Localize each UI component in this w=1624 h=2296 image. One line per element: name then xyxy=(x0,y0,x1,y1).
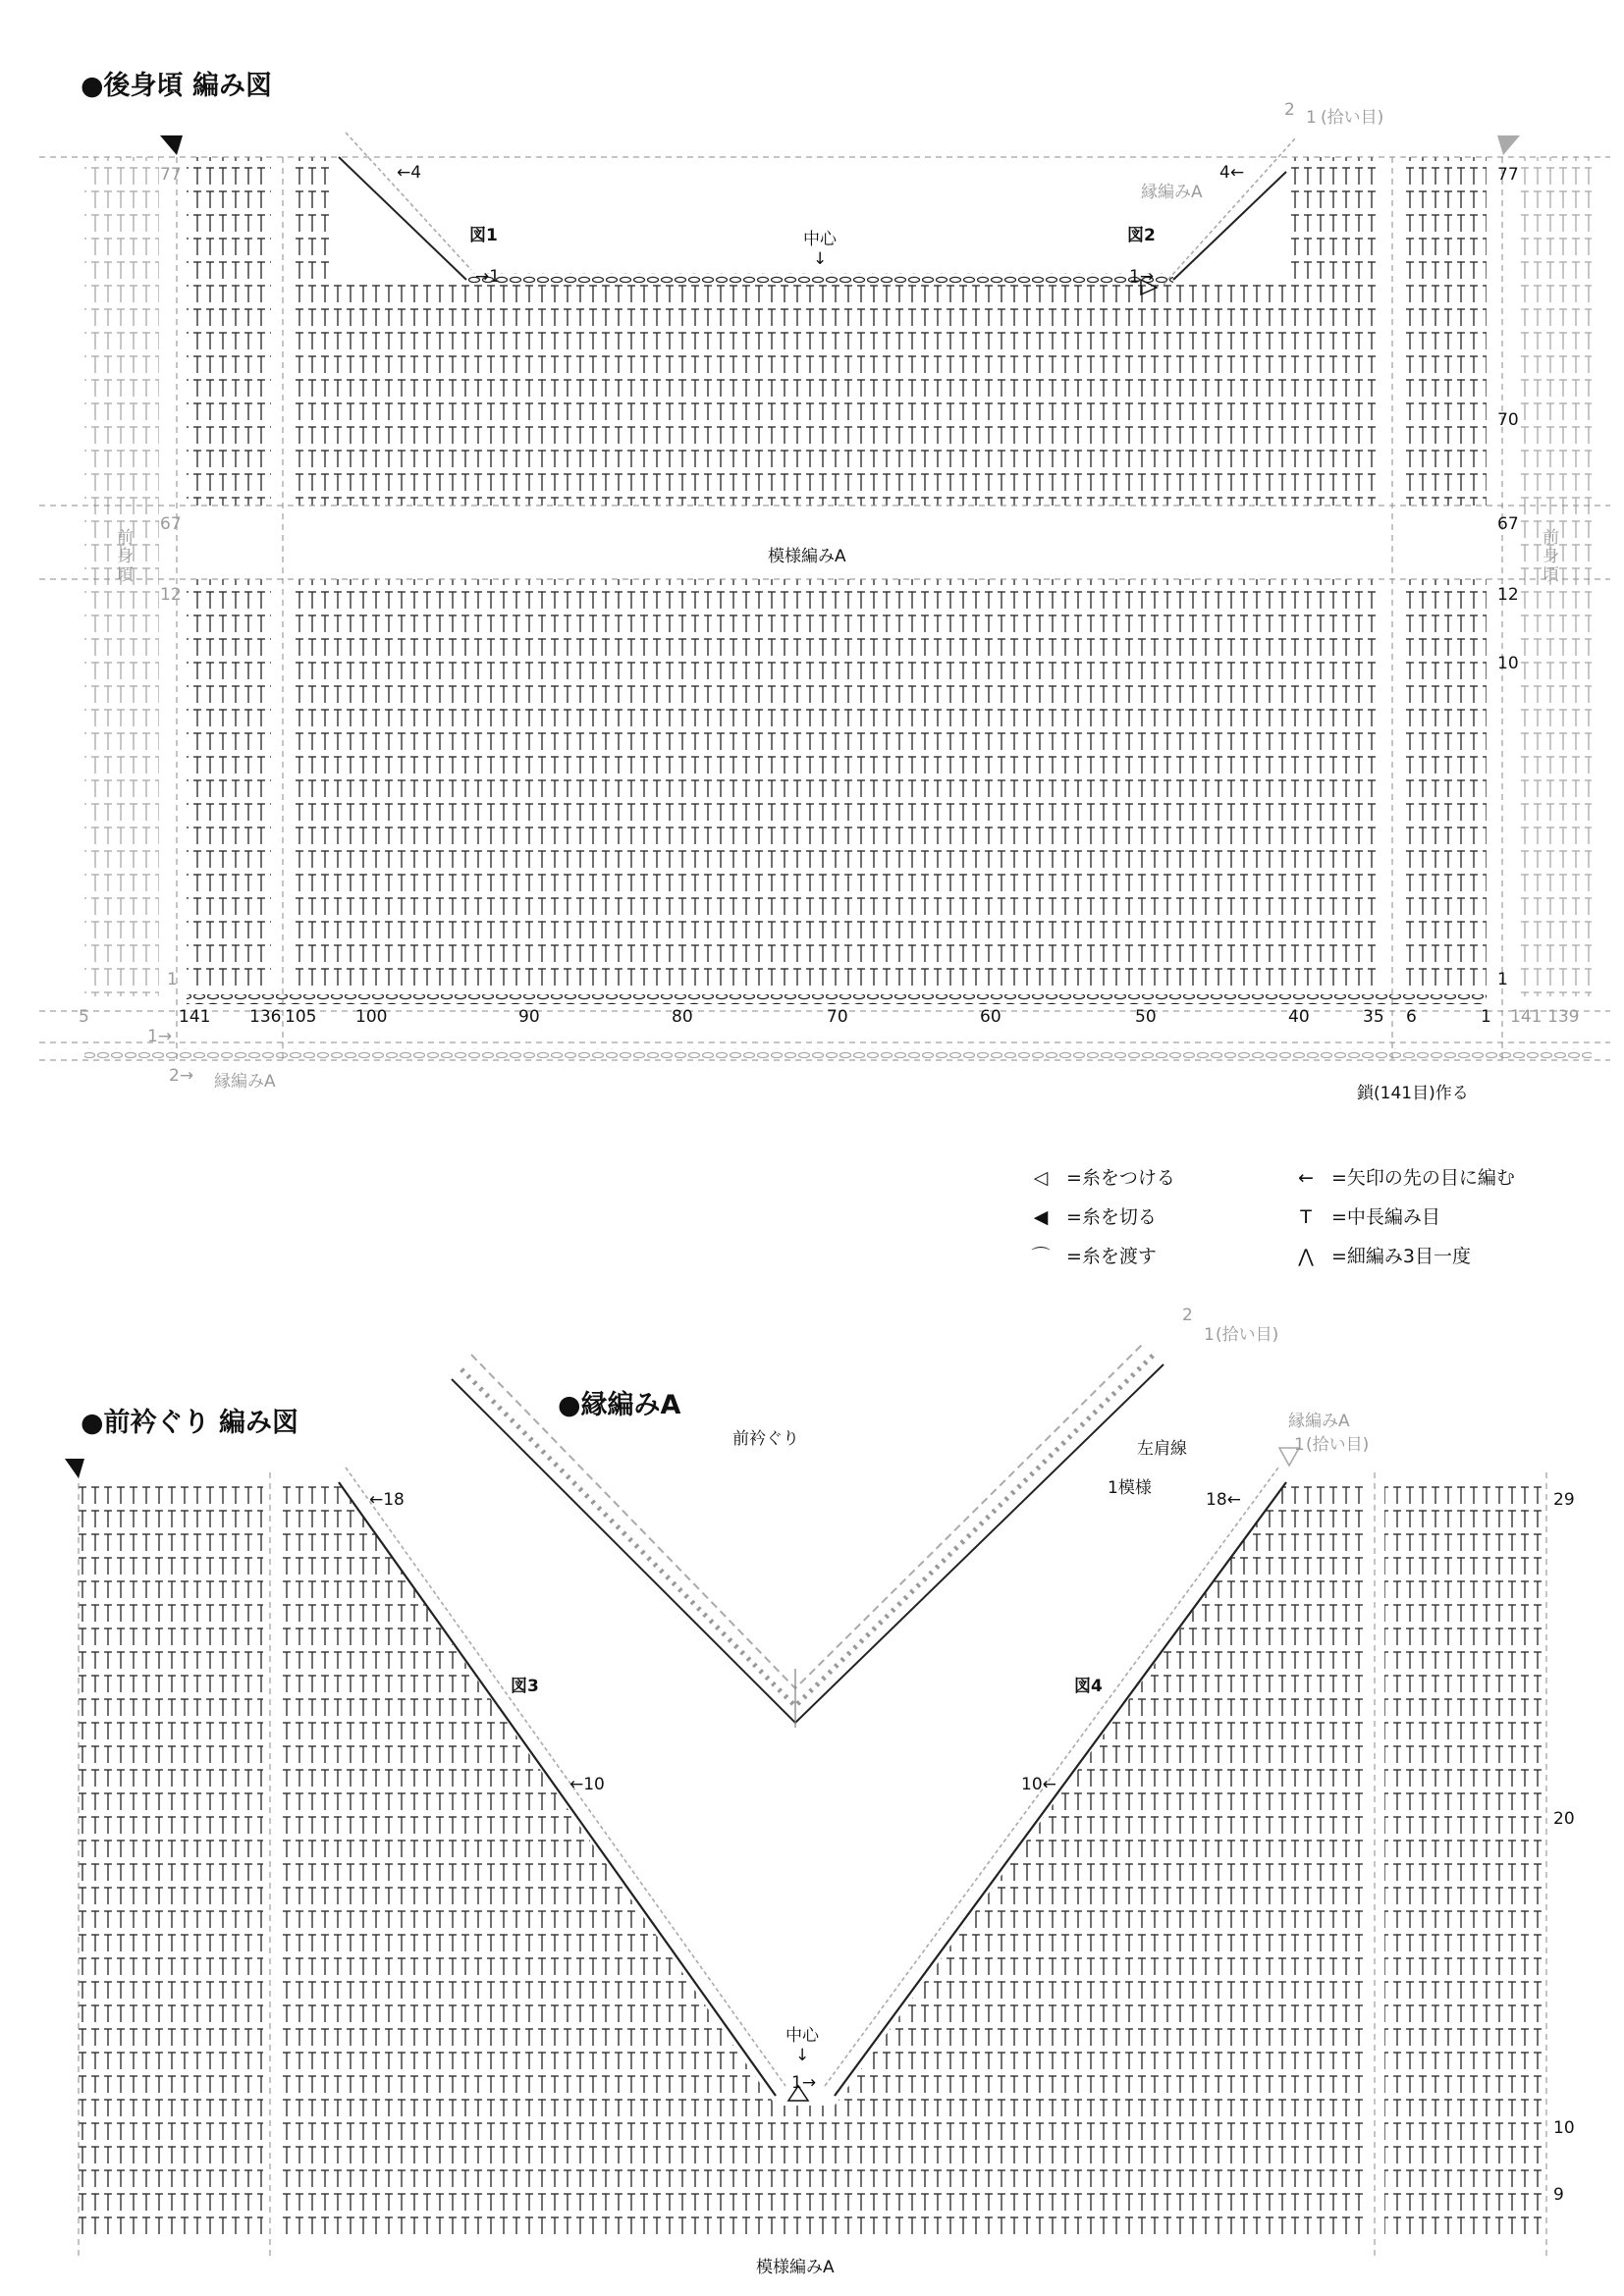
edge-pickup-label: (拾い目) xyxy=(1216,1325,1279,1345)
back-border-label-bottom: 縁編みA xyxy=(214,1072,276,1092)
back-row-right-70: 70 xyxy=(1497,410,1519,430)
back-cut-thread-marker xyxy=(160,135,183,155)
back-cut-thread-marker-gray xyxy=(1497,135,1520,155)
edge-pickup-row-1: 1 xyxy=(1204,1325,1215,1345)
back-row-left-12: 12 xyxy=(160,585,182,605)
back-fig2-label: 図2 xyxy=(1127,226,1156,245)
arrow-left-icon: ← xyxy=(1298,1167,1314,1189)
back-row-right-67: 67 xyxy=(1497,514,1519,534)
back-row-left-77: 77 xyxy=(160,165,182,185)
back-bottom-arrow-1: 1→ xyxy=(147,1027,173,1046)
back-bottom-num-90: 90 xyxy=(518,1007,540,1027)
front-center-arrow: ↓ xyxy=(795,2046,810,2065)
front-left-arrow-10: ←10 xyxy=(569,1775,605,1794)
edge-shoulder-label: 左肩線 xyxy=(1137,1439,1187,1459)
back-lower-left-block xyxy=(187,579,271,991)
front-left-slope-fabric xyxy=(280,1482,776,2236)
back-row-right-12: 12 xyxy=(1497,585,1519,605)
front-row-right-29: 29 xyxy=(1553,1490,1575,1510)
back-bottom-num-50: 50 xyxy=(1135,1007,1157,1027)
legend-item-sc3tog: ⋀ =細編み3目一度 xyxy=(1286,1248,1471,1266)
edge-repeat-label: 1模様 xyxy=(1108,1478,1152,1498)
back-bottom-num-35: 35 xyxy=(1363,1007,1384,1027)
front-neckline-title: ●前衿ぐり 編み図 xyxy=(81,1408,298,1438)
front-cut-thread-marker xyxy=(65,1459,84,1478)
back-neck-diagonal-left-gray xyxy=(346,133,471,270)
back-row-right-10: 10 xyxy=(1497,654,1519,673)
legend-item-cut: ◀ =糸を切る xyxy=(1021,1208,1157,1227)
front-row-right-20: 20 xyxy=(1553,1809,1575,1829)
back-bottom-num-105: 105 xyxy=(285,1007,317,1027)
back-bottom-num-5: 5 xyxy=(79,1007,89,1027)
sc3tog-icon: ⋀ xyxy=(1298,1246,1314,1267)
front-right-slope-fabric xyxy=(835,1478,1367,2236)
back-row-left-67: 67 xyxy=(160,514,182,534)
back-front-body-label-left: 前身頃 xyxy=(113,528,133,584)
carry-thread-icon: ⌒ xyxy=(1031,1246,1051,1267)
back-border-label-top: 縁編みA xyxy=(1141,183,1203,202)
back-border-chain-gray xyxy=(84,1048,1592,1058)
back-upper-right-shoulder xyxy=(1286,157,1380,280)
front-pickup-row-1: 1 xyxy=(1294,1435,1305,1455)
back-row-arrow-left-4: ←4 xyxy=(397,163,422,183)
back-row-arrow-left-1: →1 xyxy=(475,267,501,287)
back-bottom-num-1: 1 xyxy=(1481,1007,1491,1027)
edge-diagram-title: ●縁編みA xyxy=(558,1390,681,1420)
front-right-block xyxy=(1384,1482,1542,2236)
legend-item-hdc: T =中長編み目 xyxy=(1286,1208,1440,1227)
back-bottom-num-141: 141 xyxy=(179,1007,211,1027)
front-center-label: 中心 xyxy=(785,2026,819,2046)
back-pickup-label: (拾い目) xyxy=(1321,108,1384,128)
cut-thread-icon: ◀ xyxy=(1033,1206,1049,1228)
back-row-left-1: 1 xyxy=(167,970,178,989)
back-bottom-num-6: 6 xyxy=(1406,1007,1417,1027)
front-fig4-label: 図4 xyxy=(1074,1677,1103,1696)
front-pickup-label: (拾い目) xyxy=(1306,1435,1370,1455)
back-row-arrow-right-1: 1→ xyxy=(1129,267,1155,287)
front-right-arrow-18: 18← xyxy=(1206,1490,1241,1510)
back-bottom-num-139-gray: 139 xyxy=(1547,1007,1580,1027)
back-row-right-1: 1 xyxy=(1497,970,1508,989)
back-bottom-num-136: 136 xyxy=(249,1007,282,1027)
back-row-right-77: 77 xyxy=(1497,165,1519,185)
front-left-arrow-18: ←18 xyxy=(369,1490,405,1510)
back-neckline-chain-row xyxy=(466,273,1173,283)
back-bottom-num-70: 70 xyxy=(827,1007,848,1027)
front-pattern-label: 模様編みA xyxy=(756,2258,835,2277)
front-border-label: 縁編みA xyxy=(1288,1412,1350,1431)
legend-item-attach: ◁ =糸をつける xyxy=(1021,1169,1175,1188)
front-fig3-label: 図3 xyxy=(511,1677,539,1696)
back-bottom-num-60: 60 xyxy=(980,1007,1001,1027)
back-neck-diagonal-right-gray xyxy=(1164,137,1296,285)
front-row-right-9: 9 xyxy=(1553,2185,1564,2205)
back-bottom-num-40: 40 xyxy=(1288,1007,1310,1027)
back-bottom-num-100: 100 xyxy=(355,1007,388,1027)
back-upper-left-shoulder xyxy=(293,157,332,280)
edge-diagram-subtitle: 前衿ぐり xyxy=(732,1429,799,1449)
front-row-right-10: 10 xyxy=(1553,2118,1575,2138)
attach-thread-icon: ◁ xyxy=(1033,1167,1049,1189)
front-center-row: 1→ xyxy=(791,2073,817,2093)
back-row-arrow-right-4: 4← xyxy=(1219,163,1245,183)
legend-item-arrow: ← =矢印の先の目に編む xyxy=(1286,1169,1515,1188)
back-fig1-label: 図1 xyxy=(469,226,498,245)
edge-pickup-row-2: 2 xyxy=(1182,1306,1193,1325)
legend-item-carry: ⌒ =糸を渡す xyxy=(1021,1248,1157,1266)
back-body-chart xyxy=(39,133,1610,1060)
back-bottom-num-141-gray: 141 xyxy=(1510,1007,1543,1027)
front-bottom-center xyxy=(776,2106,835,2236)
back-upper-left-block xyxy=(187,157,271,506)
front-right-arrow-10: 10← xyxy=(1021,1775,1056,1794)
back-center-arrow: ↓ xyxy=(813,249,828,269)
back-upper-main-block xyxy=(293,280,1380,506)
back-body-title: ●後身頃 編み図 xyxy=(81,71,272,101)
half-double-crochet-icon: T xyxy=(1300,1206,1312,1228)
back-pickup-row-1: 1 xyxy=(1306,108,1317,128)
back-lower-main-block xyxy=(293,579,1380,991)
back-upper-right-block xyxy=(1402,157,1487,506)
back-center-label: 中心 xyxy=(803,230,837,249)
back-bottom-arrow-2: 2→ xyxy=(169,1066,194,1086)
front-left-block xyxy=(79,1482,263,2236)
front-neckline-chart xyxy=(65,1448,1546,2258)
back-bottom-num-80: 80 xyxy=(672,1007,693,1027)
back-pattern-label: 模様編みA xyxy=(768,547,846,566)
back-pickup-row-2: 2 xyxy=(1284,100,1295,120)
back-front-body-label-right: 前身頃 xyxy=(1539,528,1558,584)
back-lower-right-block xyxy=(1402,579,1487,991)
back-foundation-chain xyxy=(187,994,1487,1004)
back-chain-label: 鎖(141目)作る xyxy=(1357,1084,1469,1103)
